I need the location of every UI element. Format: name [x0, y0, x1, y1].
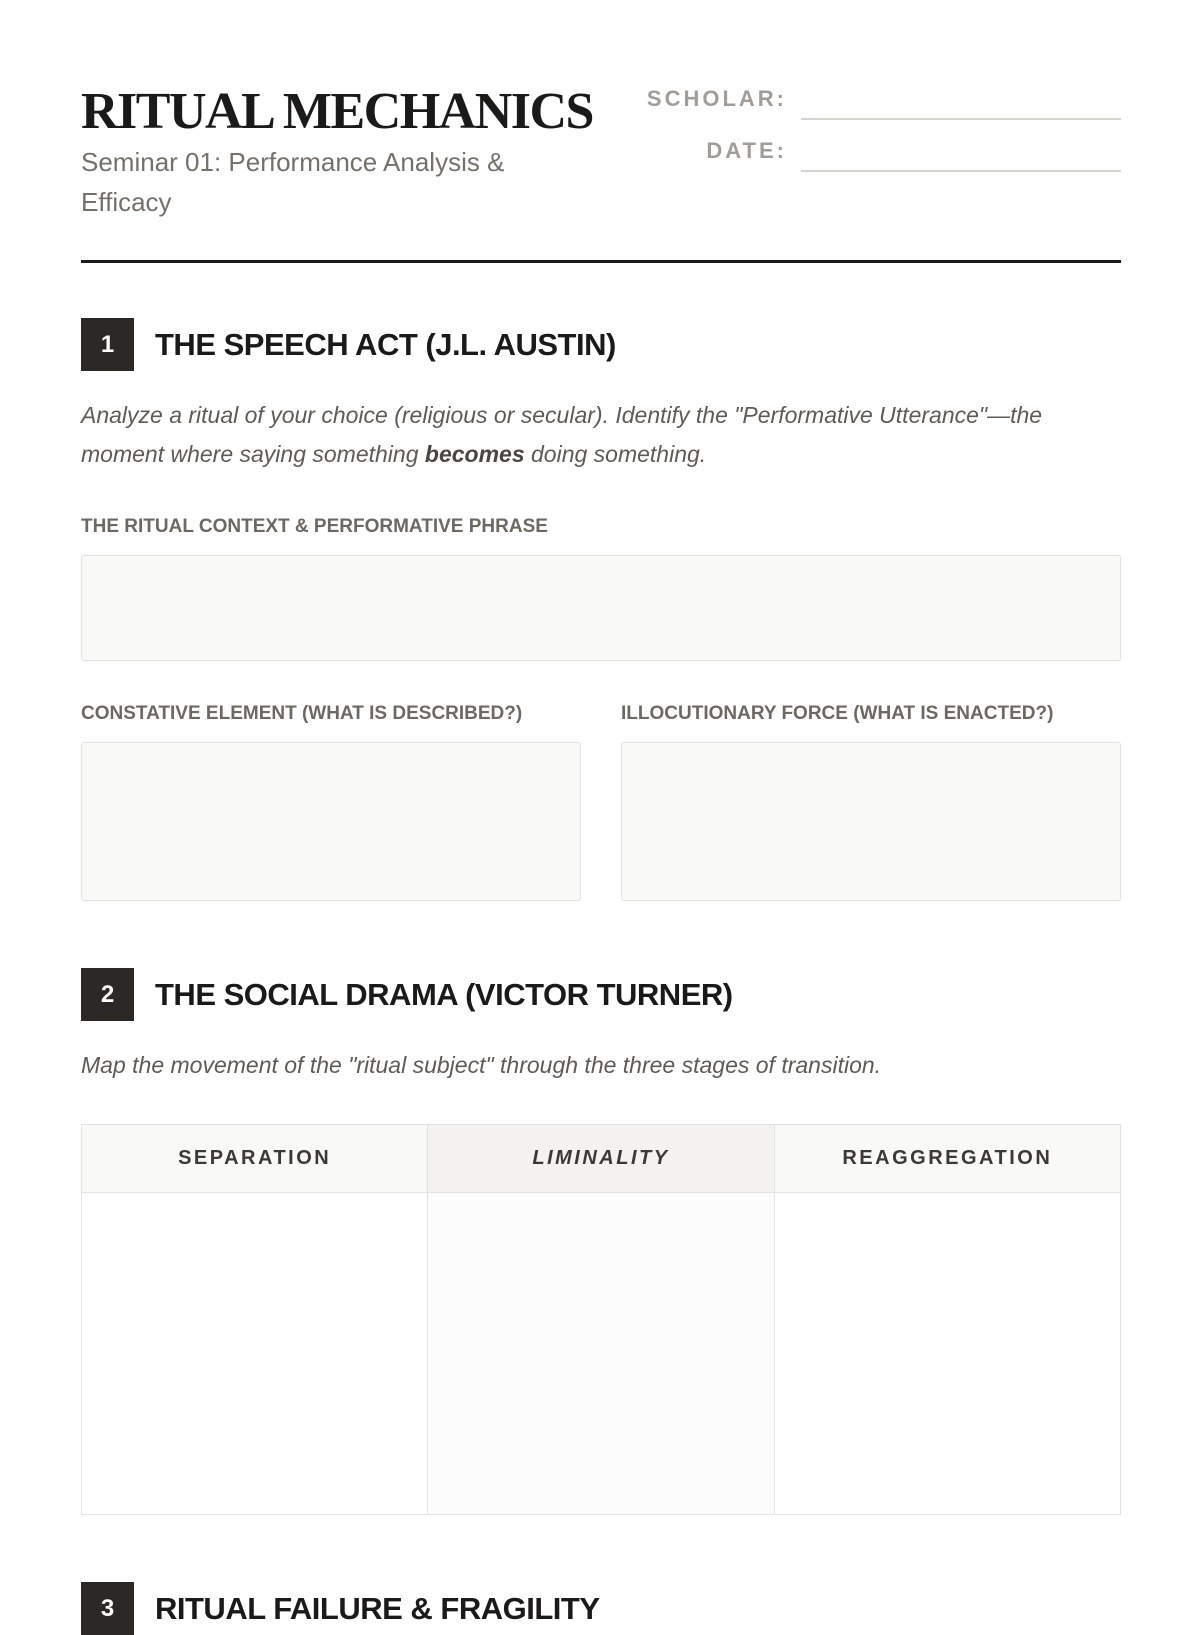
separation-input[interactable] — [82, 1193, 427, 1514]
section-1-title: THE SPEECH ACT (J.L. AUSTIN) — [155, 327, 616, 362]
scholar-field — [621, 80, 1121, 120]
scholar-label: SCHOLAR: — [646, 86, 787, 111]
separation-column — [82, 1125, 428, 1514]
liminality-header: LIMINALITY — [428, 1125, 773, 1193]
section-1-instructions — [81, 396, 1121, 474]
section-3-number-badge: 3 — [81, 1582, 134, 1635]
header-divider — [81, 260, 1121, 263]
section-1-number-badge: 1 — [81, 318, 134, 371]
section-3-title: RITUAL FAILURE & FRAGILITY — [155, 1591, 600, 1626]
section-1-instructions-text: Analyze a ritual of your choice (religious or secular). Identify the "Performative Utterance"—the moment where saying something — [81, 402, 1043, 467]
ritual-context-label: THE RITUAL CONTEXT & PERFORMATIVE PHRASE — [81, 516, 548, 537]
illocutionary-force-label: ILLOCUTIONARY FORCE (WHAT IS ENACTED?) — [621, 703, 1054, 724]
worksheet-title: RITUAL MECHANICS — [81, 83, 593, 140]
separation-header: SEPARATION — [82, 1125, 427, 1193]
constative-element-input[interactable] — [81, 742, 581, 901]
date-field — [621, 132, 1121, 172]
liminality-input[interactable] — [428, 1193, 773, 1514]
scholar-input-line[interactable] — [801, 118, 1121, 120]
illocutionary-force-input[interactable] — [621, 742, 1121, 901]
section-2-number-badge: 2 — [81, 968, 134, 1021]
section-1-instructions-emphasis: becomes — [424, 441, 525, 467]
transition-stages-table — [81, 1124, 1121, 1515]
section-1-instructions-end: doing something. — [524, 441, 707, 467]
section-2-title: THE SOCIAL DRAMA (VICTOR TURNER) — [155, 977, 733, 1012]
reaggregation-column — [775, 1125, 1120, 1514]
liminality-column — [428, 1125, 774, 1514]
worksheet-subtitle: Seminar 01: Performance Analysis & Efficacy — [81, 147, 505, 217]
date-input-line[interactable] — [801, 170, 1121, 172]
ritual-context-input[interactable] — [81, 555, 1121, 661]
section-2-instructions: Map the movement of the "ritual subject" through the three stages of transition. — [81, 1052, 882, 1078]
date-label: DATE: — [706, 138, 787, 163]
reaggregation-header: REAGGREGATION — [775, 1125, 1120, 1193]
reaggregation-input[interactable] — [775, 1193, 1120, 1514]
constative-element-label: CONSTATIVE ELEMENT (WHAT IS DESCRIBED?) — [81, 703, 523, 724]
worksheet-page — [81, 0, 1121, 1626]
